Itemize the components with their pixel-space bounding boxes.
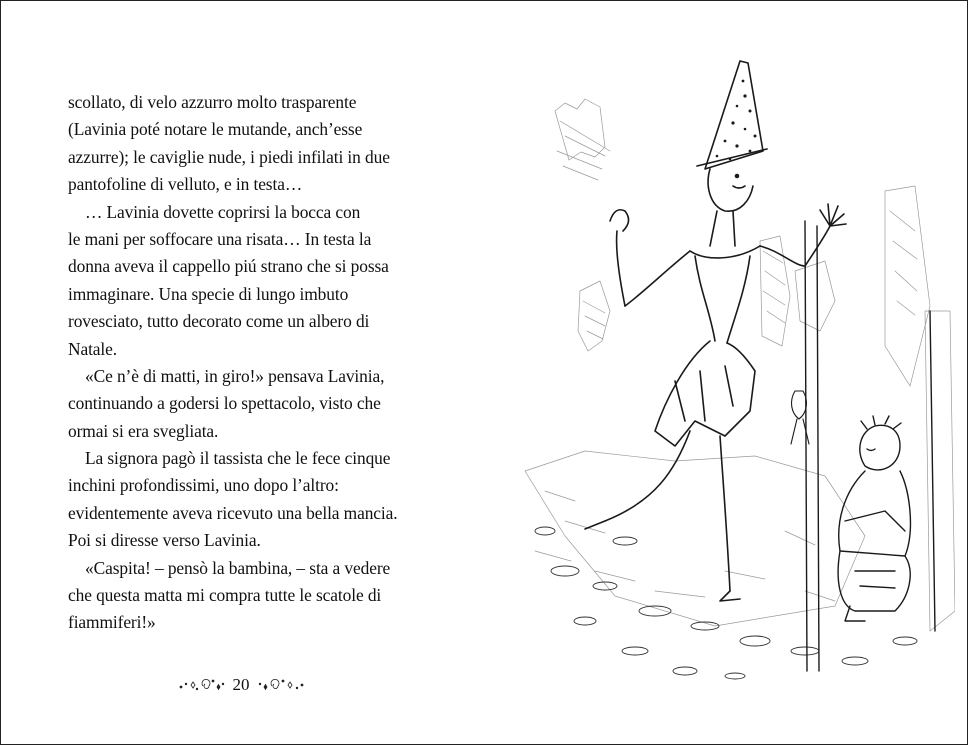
text-line: Poi si diresse verso Lavinia. <box>68 530 261 551</box>
text-line: «Ce n’è di matti, in giro!» pensava Lavinia, <box>68 365 385 386</box>
page-folio <box>171 671 311 699</box>
text-line: La signora pagò il tassista che le fece cinque <box>68 448 391 469</box>
text-line: scollato, di velo azzurro molto trasparente <box>68 92 357 112</box>
body-text <box>68 89 408 637</box>
text-line: fiammiferi!» <box>68 612 156 633</box>
text-line: rovesciato, tutto decorato come un albero di <box>68 311 370 332</box>
page-number: 20 <box>232 675 250 694</box>
text-line: continuando a godersi lo spettacolo, visto che <box>68 393 381 414</box>
text-line: immaginare. Una specie di lungo imbuto <box>68 283 349 304</box>
text-line: le mani per soffocare una risata… In testa la <box>68 228 372 249</box>
text-line: Natale. <box>68 338 118 359</box>
text-line: evidentemente aveva ricevuto una bella mancia. <box>68 502 398 523</box>
dancing-woman-illustration <box>505 51 955 701</box>
star-swirl-ornament-icon <box>177 675 227 695</box>
text-line: ormai si era svegliata. <box>68 420 219 441</box>
left-page <box>1 1 485 744</box>
child-figure <box>838 416 910 621</box>
text-line: pantofoline di velluto, e in testa… <box>68 174 303 195</box>
text-line: «Caspita! – pensò la bambina, – sta a vedere <box>68 557 391 578</box>
text-line: che questa matta mi compra tutte le scatole di <box>68 585 382 606</box>
text-line: (Lavinia poté notare le mutande, anch’esse <box>68 119 363 140</box>
text-line: azzurre); le caviglie nude, i piedi infilati in due <box>68 146 390 167</box>
cobblestones <box>535 527 917 679</box>
text-line: donna aveva il cappello piú strano che si possa <box>68 256 389 277</box>
door-post <box>805 221 935 671</box>
star-swirl-ornament-icon <box>256 675 306 695</box>
text-line: inchini profondissimi, uno dopo l’altro: <box>68 475 339 496</box>
text-line: … Lavinia dovette coprirsi la bocca con <box>68 201 361 222</box>
right-page <box>485 1 967 744</box>
background-shading <box>525 99 955 631</box>
